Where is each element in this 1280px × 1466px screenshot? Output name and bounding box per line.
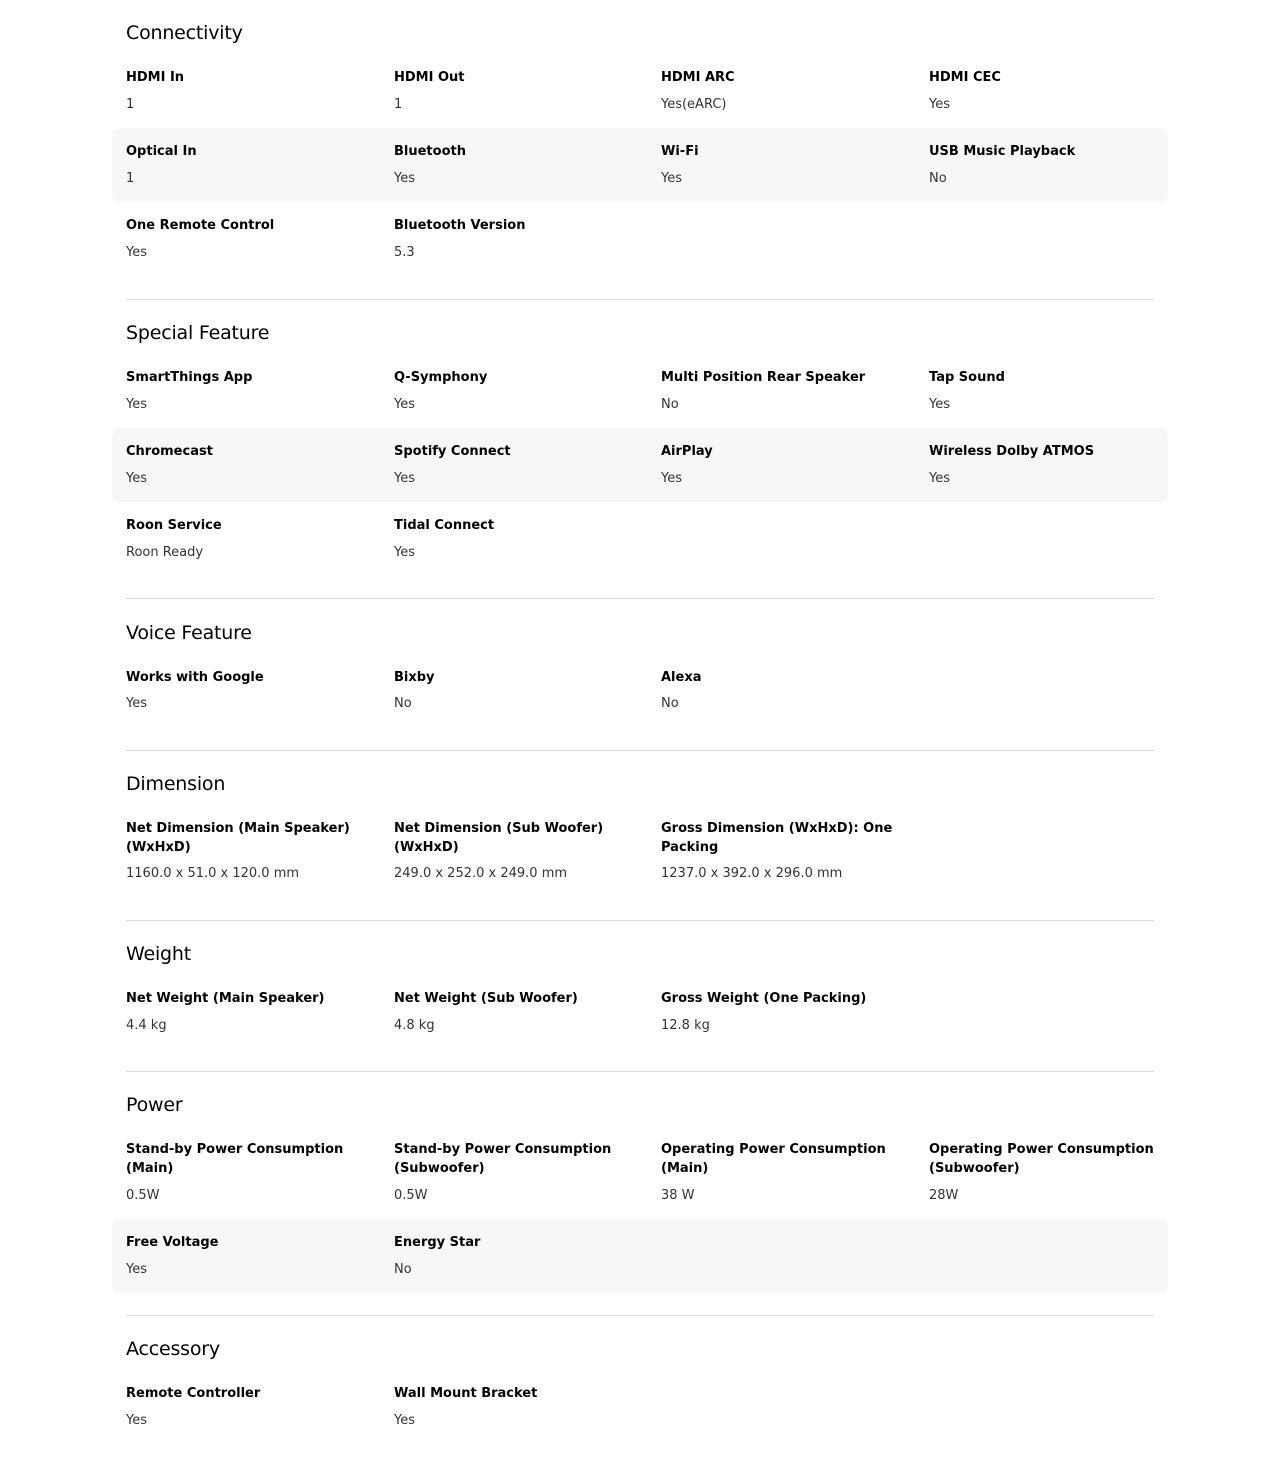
spec-value: Yes [929, 471, 950, 486]
spec-row [112, 1219, 1168, 1293]
spec-item [394, 516, 634, 562]
spec-label: Spotify Connect [394, 444, 511, 459]
section-title: Dimension [126, 773, 226, 795]
spec-value: 1 [394, 97, 403, 112]
spec-value: 1160.0 x 51.0 x 120.0 mm [126, 866, 300, 881]
spec-label: Chromecast [126, 444, 213, 459]
spec-value: 249.0 x 252.0 x 249.0 mm [394, 866, 568, 881]
spec-item [661, 68, 901, 114]
spec-label: Alexa [661, 670, 702, 685]
section-title: Weight [126, 943, 191, 965]
spec-label: Net Weight (Main Speaker) [126, 991, 325, 1006]
spec-label: Energy Star [394, 1235, 481, 1250]
spec-label: Tidal Connect [394, 518, 495, 533]
spec-value: 5.3 [394, 245, 415, 260]
spec-label: Wi-Fi [661, 144, 699, 159]
spec-value: Yes [661, 471, 682, 486]
spec-item [929, 368, 1169, 414]
spec-value: Yes [394, 1413, 415, 1428]
spec-value: Yes [661, 171, 682, 186]
spec-item [394, 1233, 634, 1279]
spec-label: Multi Position Rear Speaker [661, 370, 866, 385]
spec-value: 4.8 kg [394, 1018, 435, 1033]
section-title: Connectivity [126, 22, 243, 44]
spec-value: No [394, 1262, 412, 1277]
spec-label: Roon Service [126, 518, 222, 533]
spec-label: HDMI ARC [661, 70, 735, 85]
spec-value: No [661, 397, 679, 412]
spec-value: Roon Ready [126, 545, 204, 560]
spec-value: Yes [126, 245, 147, 260]
spec-value: Yes [929, 97, 950, 112]
spec-item [126, 368, 366, 414]
section-title: Accessory [126, 1338, 220, 1360]
spec-value: 28W [929, 1188, 959, 1203]
spec-label: Gross Dimension (WxHxD): One Packing [661, 821, 893, 855]
spec-row [112, 502, 1168, 576]
spec-item [929, 68, 1169, 114]
spec-item [394, 142, 634, 188]
spec-item [394, 68, 634, 114]
spec-label: USB Music Playback [929, 144, 1076, 159]
spec-label: Operating Power Consumption (Subwoofer) [929, 1142, 1154, 1176]
spec-value: Yes [126, 696, 147, 711]
section-divider [126, 598, 1154, 599]
spec-row [112, 805, 1168, 898]
spec-item [661, 819, 901, 883]
spec-row [112, 654, 1168, 728]
spec-value: No [661, 696, 679, 711]
spec-item [394, 216, 634, 262]
spec-item [126, 1233, 366, 1279]
spec-label: Bluetooth [394, 144, 466, 159]
spec-label: Stand-by Power Consumption (Subwoofer) [394, 1142, 612, 1176]
spec-label: SmartThings App [126, 370, 253, 385]
section-title: Power [126, 1094, 183, 1116]
section-title: Special Feature [126, 322, 270, 344]
section-title: Voice Feature [126, 622, 252, 644]
spec-value: 1 [126, 97, 135, 112]
spec-label: Stand-by Power Consumption (Main) [126, 1142, 344, 1176]
spec-item [126, 989, 366, 1035]
spec-label: Net Weight (Sub Woofer) [394, 991, 578, 1006]
spec-label: Works with Google [126, 670, 264, 685]
spec-value: 0.5W [394, 1188, 428, 1203]
spec-value: 1 [126, 171, 135, 186]
spec-item [661, 1140, 901, 1205]
spec-item [394, 368, 634, 414]
spec-row [112, 202, 1168, 276]
spec-value: 4.4 kg [126, 1018, 167, 1033]
spec-label: HDMI Out [394, 70, 465, 85]
spec-item [126, 142, 366, 188]
spec-item [929, 142, 1169, 188]
spec-item [126, 668, 366, 713]
spec-item [126, 216, 366, 262]
spec-value: Yes(eARC) [661, 97, 727, 112]
spec-value: 1237.0 x 392.0 x 296.0 mm [661, 866, 843, 881]
spec-item [394, 989, 634, 1035]
spec-label: Optical In [126, 144, 197, 159]
section-divider [126, 299, 1154, 300]
section-divider [126, 1071, 1154, 1072]
spec-item [661, 368, 901, 414]
spec-item [126, 819, 366, 883]
spec-item [929, 1140, 1169, 1205]
spec-label: Bluetooth Version [394, 218, 526, 233]
spec-value: Yes [394, 397, 415, 412]
spec-value: Yes [126, 397, 147, 412]
spec-label: Net Dimension (Sub Woofer) (WxHxD) [394, 821, 604, 855]
spec-label: Net Dimension (Main Speaker) (WxHxD) [126, 821, 350, 855]
spec-label: Wall Mount Bracket [394, 1386, 538, 1401]
spec-label: HDMI In [126, 70, 185, 85]
spec-item [394, 668, 634, 713]
spec-label: Bixby [394, 670, 435, 685]
spec-value: No [394, 696, 412, 711]
spec-value: Yes [394, 545, 415, 560]
spec-item [126, 68, 366, 114]
spec-row [112, 975, 1168, 1049]
section-divider [126, 750, 1154, 751]
spec-item [929, 442, 1169, 488]
spec-item [661, 989, 901, 1035]
spec-value: Yes [126, 1413, 147, 1428]
spec-label: One Remote Control [126, 218, 275, 233]
spec-row [112, 54, 1168, 128]
section-divider [126, 920, 1154, 921]
spec-value: Yes [126, 471, 147, 486]
spec-item [661, 142, 901, 188]
spec-row [112, 1126, 1168, 1219]
section-divider [126, 1315, 1154, 1316]
spec-label: Remote Controller [126, 1386, 261, 1401]
spec-item [126, 442, 366, 488]
spec-value: 12.8 kg [661, 1018, 710, 1033]
spec-value: 0.5W [126, 1188, 160, 1203]
spec-item [126, 516, 366, 562]
spec-item [394, 819, 634, 883]
spec-label: Tap Sound [929, 370, 1005, 385]
spec-label: AirPlay [661, 444, 713, 459]
spec-row [112, 128, 1168, 202]
spec-value: Yes [394, 171, 415, 186]
spec-value: No [929, 171, 947, 186]
spec-item [394, 1140, 634, 1205]
spec-label: Wireless Dolby ATMOS [929, 444, 1095, 459]
spec-label: HDMI CEC [929, 70, 1001, 85]
spec-row [112, 1370, 1168, 1444]
spec-label: Gross Weight (One Packing) [661, 991, 867, 1006]
spec-label: Q-Symphony [394, 370, 488, 385]
spec-value: 38 W [661, 1188, 695, 1203]
spec-value: Yes [126, 1262, 147, 1277]
spec-row [112, 428, 1168, 502]
spec-value: Yes [929, 397, 950, 412]
spec-value: Yes [394, 471, 415, 486]
spec-row [112, 354, 1168, 428]
spec-item [661, 442, 901, 488]
spec-item [394, 1384, 634, 1430]
spec-label: Free Voltage [126, 1235, 219, 1250]
spec-label: Operating Power Consumption (Main) [661, 1142, 886, 1176]
spec-item [126, 1140, 366, 1205]
spec-item [394, 442, 634, 488]
spec-item [661, 668, 901, 713]
spec-item [126, 1384, 366, 1430]
